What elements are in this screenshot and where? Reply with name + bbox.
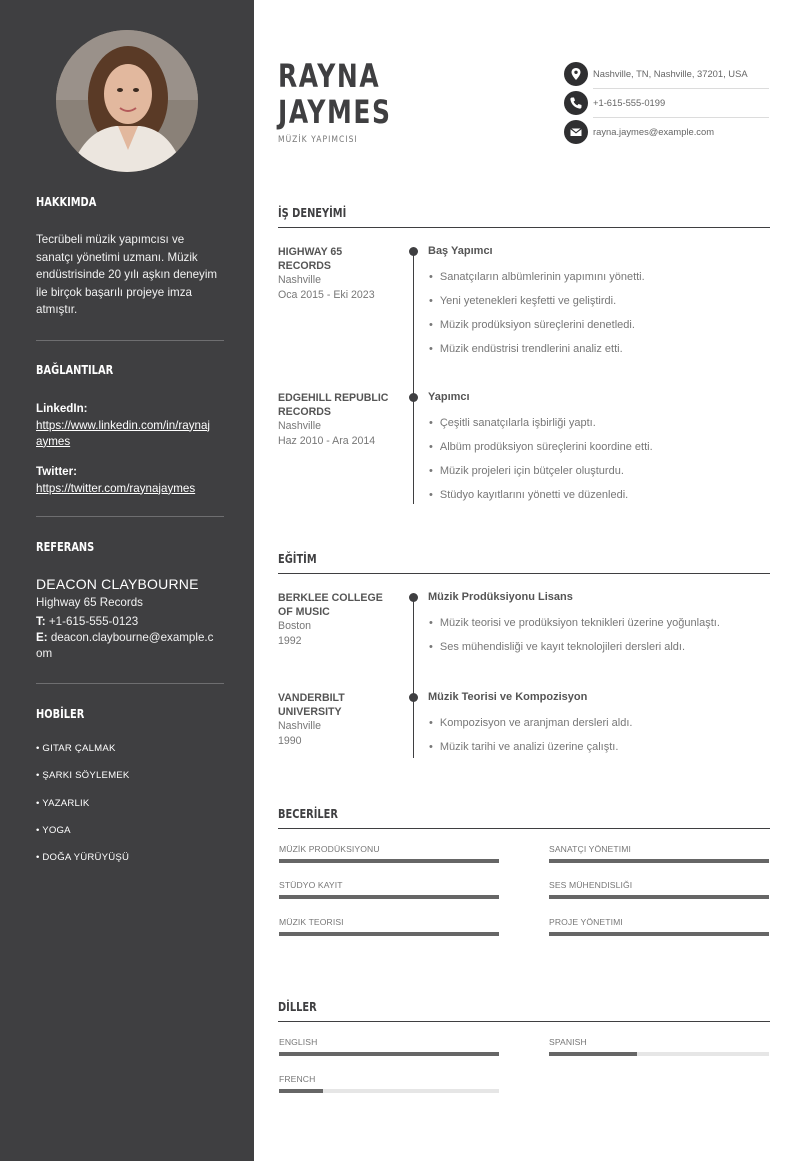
reference-phone-value: +1-615-555-0123	[48, 615, 139, 628]
email-icon	[564, 120, 588, 144]
contact-address	[564, 61, 769, 89]
degree-title: Müzik Teorisi ve Kompozisyon	[428, 691, 588, 703]
hobby-item: • YOGA	[36, 825, 71, 836]
section-rule	[278, 1021, 770, 1022]
education-bullet: • Kompozisyon ve aranjman dersleri aldı.	[429, 717, 632, 729]
language-name: SPANISH	[549, 1037, 587, 1047]
school-location: Boston	[278, 620, 311, 632]
contact-email	[564, 119, 769, 147]
languages-heading: DİLLER	[278, 1000, 317, 1014]
job-bullet: • Yeni yetenekleri keşfetti ve geliştirdi.	[429, 295, 616, 307]
skill-bar-fill	[279, 895, 499, 899]
skill-bar-fill	[549, 859, 769, 863]
skill-item	[279, 917, 499, 936]
skill-bar-fill	[279, 932, 499, 936]
education-timeline	[413, 597, 414, 758]
language-bar-fill	[279, 1089, 323, 1093]
job-bullet: • Çeşitli sanatçılarla işbirliği yaptı.	[429, 417, 596, 429]
language-item	[279, 1074, 499, 1093]
education-bullet: • Ses mühendisliği ve kayıt teknolojileri dersleri aldı.	[429, 641, 685, 653]
timeline-dot	[409, 247, 418, 256]
skill-bar	[279, 859, 499, 863]
reference-phone	[36, 614, 221, 630]
school-name: BERKLEE COLLEGE OF MUSIC	[278, 592, 383, 618]
experience-org	[278, 245, 393, 302]
education-org	[278, 691, 393, 748]
twitter-url[interactable]: https://twitter.com/raynajaymes	[36, 481, 196, 495]
education-org	[278, 591, 393, 648]
experience-heading: İŞ DENEYİMİ	[278, 206, 347, 220]
language-bar	[549, 1052, 769, 1056]
language-bar-fill	[279, 1052, 499, 1056]
contact-phone	[564, 90, 769, 118]
timeline-dot	[409, 393, 418, 402]
location-pin-icon	[564, 62, 588, 86]
language-item	[549, 1037, 769, 1056]
hobbies-heading: HOBİLER	[36, 707, 85, 721]
skill-item	[279, 880, 499, 899]
skill-name: MÜZIK TEORISI	[279, 917, 344, 927]
language-bar	[279, 1089, 499, 1093]
skill-bar	[549, 895, 769, 899]
phone-icon	[564, 91, 588, 115]
link-linkedin	[36, 400, 216, 450]
education-heading: EĞİTİM	[278, 552, 317, 566]
skill-bar	[279, 895, 499, 899]
skill-bar-fill	[549, 895, 769, 899]
reference-email-label: E:	[36, 631, 48, 644]
section-rule	[278, 828, 770, 829]
skill-bar	[549, 859, 769, 863]
reference-company: Highway 65 Records	[36, 596, 143, 609]
skill-item	[549, 880, 769, 899]
skill-item	[549, 917, 769, 936]
language-bar-fill	[549, 1052, 637, 1056]
reference-email-value: deacon.claybourne@example.com	[36, 631, 214, 660]
school-location: Nashville	[278, 720, 321, 732]
job-bullet: • Sanatçıların albümlerinin yapımını yönetti.	[429, 271, 645, 283]
skill-name: SES MÜHENDISLIĞI	[549, 880, 633, 890]
sidebar	[0, 0, 254, 1161]
org-name: EDGEHILL REPUBLIC RECORDS	[278, 392, 389, 418]
email-text[interactable]: rayna.jaymes@example.com	[593, 126, 715, 137]
language-name: ENGLISH	[279, 1037, 318, 1047]
reference-phone-label: T:	[36, 615, 46, 628]
skill-bar	[279, 932, 499, 936]
section-rule	[278, 227, 770, 228]
skill-name: PROJE YÖNETIMI	[549, 917, 623, 927]
address-text: Nashville, TN, Nashville, 37201, USA	[593, 68, 748, 79]
person-name	[278, 58, 392, 130]
skill-name: SANATÇI YÖNETIMI	[549, 844, 631, 854]
profile-photo	[56, 30, 198, 172]
about-text: Tecrübeli müzik yapımcısı ve sanatçı yönetimi uzmanı. Müzik endüstrisinde 20 yılı aşkın deneyim ile birçok başarılı projeye imza atmıştır.	[36, 233, 218, 316]
org-name: HIGHWAY 65 RECORDS	[278, 246, 343, 272]
job-role: MÜZİK YAPIMCISI	[278, 135, 358, 145]
name-first: RAYNA	[278, 57, 381, 95]
job-title: Yapımcı	[428, 391, 470, 403]
reference-email	[36, 630, 218, 662]
job-bullet: • Müzik projeleri için bütçeler oluşturdu.	[429, 465, 624, 477]
degree-title: Müzik Prodüksiyonu Lisans	[428, 591, 573, 603]
hobby-item: • ŞARKI SÖYLEMEK	[36, 770, 130, 781]
org-location: Nashville	[278, 274, 321, 286]
phone-text: +1-615-555-0199	[593, 97, 666, 108]
twitter-label: Twitter:	[36, 465, 78, 478]
job-title: Baş Yapımcı	[428, 245, 493, 257]
job-bullet: • Albüm prodüksiyon süreçlerini koordine etti.	[429, 441, 653, 453]
org-dates: Haz 2010 - Ara 2014	[278, 435, 376, 447]
reference-name: DEACON CLAYBOURNE	[36, 576, 199, 592]
sidebar-divider	[36, 340, 224, 341]
skill-bar	[549, 932, 769, 936]
job-bullet: • Stüdyo kayıtlarını yönetti ve düzenledi.	[429, 489, 628, 501]
hobby-item: • YAZARLIK	[36, 798, 90, 809]
name-last: JAYMES	[278, 93, 392, 131]
reference-heading: REFERANS	[36, 540, 95, 554]
timeline-dot	[409, 593, 418, 602]
language-item	[279, 1037, 499, 1056]
org-dates: Oca 2015 - Eki 2023	[278, 289, 375, 301]
sidebar-divider	[36, 683, 224, 684]
org-location: Nashville	[278, 420, 321, 432]
experience-timeline	[413, 251, 414, 504]
linkedin-label: LinkedIn:	[36, 402, 88, 415]
contact-divider	[593, 117, 769, 118]
skill-item	[549, 844, 769, 863]
skill-name: MÜZİK PRODÜKSIYONU	[279, 844, 380, 854]
timeline-dot	[409, 693, 418, 702]
school-name: VANDERBILT UNIVERSITY	[278, 692, 345, 718]
about-heading: HAKKIMDA	[36, 195, 97, 209]
skill-bar-fill	[549, 932, 769, 936]
contact-divider	[593, 88, 769, 89]
skills-heading: BECERİLER	[278, 807, 338, 821]
experience-org	[278, 391, 393, 448]
school-year: 1992	[278, 635, 302, 647]
hobby-item: • GITAR ÇALMAK	[36, 743, 116, 754]
section-rule	[278, 573, 770, 574]
school-year: 1990	[278, 735, 302, 747]
hobby-item: • DOĞA YÜRÜYÜŞÜ	[36, 852, 130, 863]
linkedin-url[interactable]: https://www.linkedin.com/in/raynajaymes	[36, 418, 210, 448]
education-bullet: • Müzik teorisi ve prodüksiyon teknikleri üzerine yoğunlaştı.	[429, 617, 720, 629]
links-heading: BAĞLANTILAR	[36, 363, 114, 377]
sidebar-divider	[36, 516, 224, 517]
job-bullet: • Müzik prodüksiyon süreçlerini denetledi.	[429, 319, 635, 331]
job-bullet: • Müzik endüstrisi trendlerini analiz etti.	[429, 343, 623, 355]
language-bar	[279, 1052, 499, 1056]
skill-item	[279, 844, 499, 863]
education-bullet: • Müzik tarihi ve analizi üzerine çalıştı.	[429, 741, 618, 753]
skill-bar-fill	[279, 859, 499, 863]
language-name: FRENCH	[279, 1074, 316, 1084]
skill-name: STÜDYO KAYIT	[279, 880, 343, 890]
link-twitter	[36, 463, 216, 497]
